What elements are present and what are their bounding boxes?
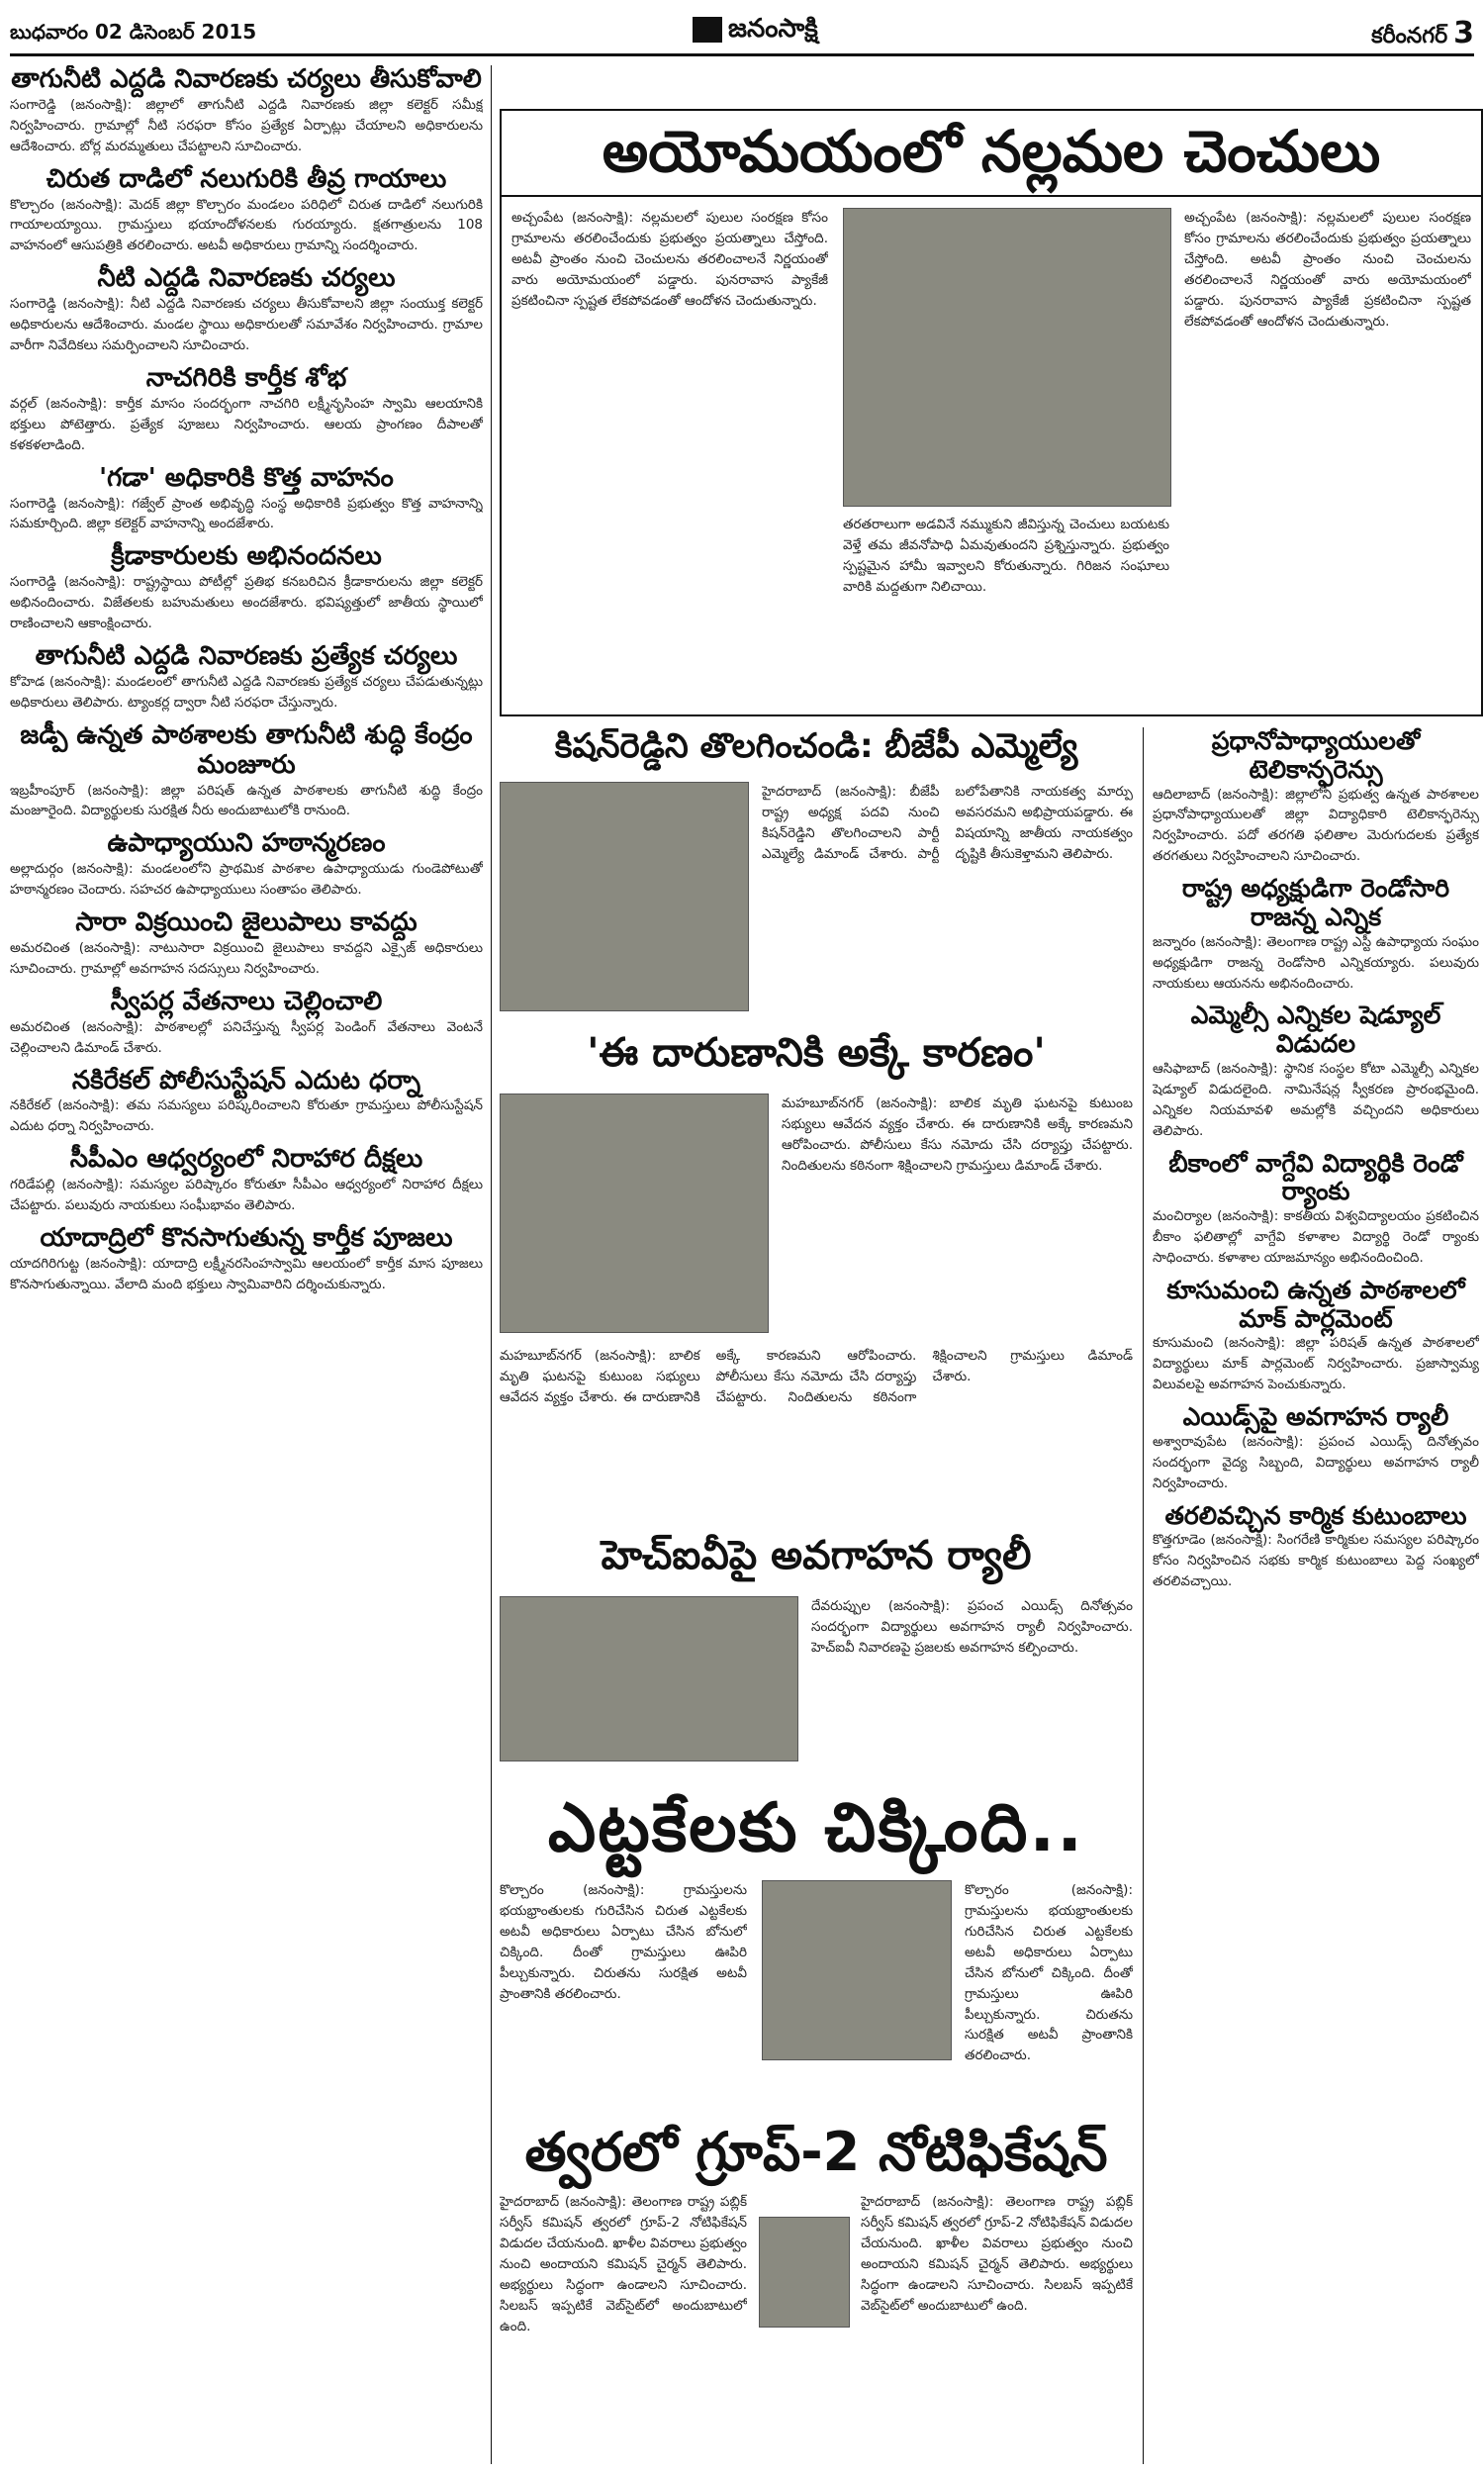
right-brief-body: మంచిర్యాల (జనంసాక్షి): కాకతీయ విశ్వవిద్యాలయం ప్రకటించిన బీకాం ఫలితాల్లో వాగ్దేవి కళాశాల విద్యార్థి రెండో ర్యాంకు సాధించారు. కళాశాల యాజమాన్యం అభినందించింది. (1153, 1208, 1479, 1266)
right-brief-headline: కూసుమంచి ఉన్నత పాఠశాలలో మాక్ పార్లమెంట్ (1166, 1275, 1465, 1333)
right-brief-body: ఆసిఫాబాద్ (జనంసాక్షి): స్థానిక సంస్థల కోటా ఎమ్మెల్సీ ఎన్నికల షెడ్యూల్ విడుదలైంది. నామినేషన్ల స్వీకరణ ప్రారంభమైంది. ఎన్నికల నియమావళి అమల్లోకి వచ్చిందని అధికారులు తెలిపారు. (1153, 1060, 1479, 1139)
right-brief-item (1153, 727, 1479, 867)
right-column (1153, 727, 1479, 2469)
left-brief-body: ఇబ్రహీంపూర్ (జనంసాక్షి): జిల్లా పరిషత్ ఉన్నత పాఠశాలకు తాగునీటి శుద్ధి కేంద్రం మంజూరైంది. విద్యార్థులకు సురక్షిత నీరు అందుబాటులోకి రానుంది. (10, 782, 483, 819)
left-brief-headline: నాచగిరికి కార్తీక శోభ (145, 362, 347, 393)
left-brief-body: అమరచింత (జనంసాక్షి): పాఠశాలల్లో పనిచేస్తున్న స్వీపర్ల పెండింగ్ వేతనాలు వెంటనే చెల్లించాలని డిమాండ్ చేశారు. (10, 1018, 483, 1056)
leopard-photo (762, 1880, 952, 2060)
story-hiv (500, 1529, 1133, 1771)
left-brief-headline: నకిరేకల్ పోలీసుస్టేషన్ ఎదుట ధర్నా (71, 1065, 421, 1095)
left-brief-item (10, 464, 483, 535)
story-akka (500, 1024, 1133, 1519)
left-brief-body: కోహెడ (జనంసాక్షి): మండలంలో తాగునీటి ఎద్దడి నివారణకు ప్రత్యేక చర్యలు చేపడుతున్నట్లు అధికారులు తెలిపారు. ట్యాంకర్ల ద్వారా నీటి సరఫరా చేస్తున్నారు. (10, 673, 483, 711)
lead-body-2: తరతరాలుగా అడవినే నమ్ముకుని జీవిస్తున్న చెంచులు బయటకు వెళ్తే తమ జీవనోపాధి ఏమవుతుందని ప్రశ్నిస్తున్నారు. ప్రభుత్వం స్పష్టమైన హామీ ఇవ్వాలని కోరుతున్నారు. గిరిజన సంఘాలు వారికి మద్దతుగా నిలిచాయి. (843, 517, 1169, 595)
story-group2-headline: త్వరలో గ్రూప్-2 నోటిఫికేషన్ (524, 2121, 1108, 2183)
logo-mark-icon (693, 17, 722, 43)
story-leopard-headline: ఎట్టకేలకు చిక్కింది.. (547, 1789, 1085, 1867)
left-brief-body: సంగారెడ్డి (జనంసాక్షి): జిల్లాలో తాగునీటి ఎద్దడి నివారణకు జిల్లా కలెక్టర్ సమీక్ష నిర్వహించారు. గ్రామాల్లో నీటి సరఫరా కోసం ప్రత్యేక ఏర్పాట్లు చేయాలని అధికారులను ఆదేశించారు. బోర్ల మరమ్మతులు చేపట్టాలని సూచించారు. (10, 96, 483, 154)
left-brief-headline: నీటి ఎద్దడి నివారణకు చర్యలు (97, 263, 396, 294)
right-brief-body: కొత్తగూడెం (జనంసాక్షి): సింగరేణి కార్మికుల సమస్యల పరిష్కారం కోసం నిర్వహించిన సభకు కార్మిక కుటుంబాలు పెద్ద సంఖ్యలో తరలివచ్చాయి. (1153, 1532, 1479, 1590)
left-brief-body: కొల్చారం (జనంసాక్షి): మెదక్ జిల్లా కొల్చారం మండలం పరిధిలో చిరుత దాడిలో నలుగురికి గాయాలయ్యాయి. గ్రామస్తులు భయాందోళనలకు గురయ్యారు. క్షతగాత్రులను 108 వాహనంలో ఆసుపత్రికి తరలించారు. అటవీ అధికారులు గ్రామాన్ని సందర్శించారు. (10, 196, 483, 254)
left-brief-item (10, 642, 483, 714)
left-brief-body: సంగారెడ్డి (జనంసాక్షి): రాష్ట్రస్థాయి పోటీల్లో ప్రతిభ కనబరిచిన క్రీడాకారులను జిల్లా కలెక్టర్ అభినందించారు. విజేతలకు బహుమతులు అందజేశారు. భవిష్యత్తులో జాతీయ స్థాయిలో రాణించాలని ఆకాంక్షించారు. (10, 574, 483, 632)
masthead (10, 8, 1474, 56)
left-brief-item (10, 1224, 483, 1295)
left-brief-item (10, 1067, 483, 1138)
left-brief-headline: స్వీపర్ల వేతనాలు చెల్లించాలి (110, 986, 383, 1016)
story-kishan-headline: కిషన్‌రెడ్డిని తొలగించండి: బీజేపీ ఎమ్మెల్యే (554, 727, 1078, 766)
left-brief-item (10, 364, 483, 456)
left-brief-body: సంగారెడ్డి (జనంసాక్షి): గజ్వేల్ ప్రాంత అభివృద్ధి సంస్థ అధికారికి ప్రభుత్వం కొత్త వాహనాన్ని సమకూర్చింది. జిల్లా కలెక్టర్ వాహనాన్ని అందజేశారు. (10, 495, 483, 532)
left-column (10, 65, 483, 2470)
left-brief-item (10, 542, 483, 634)
left-brief-headline: తాగునీటి ఎద్దడి నివారణకు ప్రత్యేక చర్యలు (35, 641, 458, 672)
right-brief-body: అశ్వారావుపేట (జనంసాక్షి): ప్రపంచ ఎయిడ్స్ దినోత్సవం సందర్భంగా వైద్య సిబ్బంది, విద్యార్థులు అవగాహన ర్యాలీ నిర్వహించారు. (1153, 1433, 1479, 1491)
left-brief-body: సంగారెడ్డి (జనంసాక్షి): నీటి ఎద్దడి నివారణకు చర్యలు తీసుకోవాలని జిల్లా సంయుక్త కలెక్టర్ అధికారులను ఆదేశించారు. మండల స్థాయి అధికారులతో సమావేశం నిర్వహించారు. గ్రామాల వారీగా నివేదికలు సమర్పించాలని సూచించారు. (10, 296, 483, 354)
lead-body-1: అచ్చంపేట (జనంసాక్షి): నల్లమలలో పులుల సంరక్షణ కోసం గ్రామాలను తరలించేందుకు ప్రభుత్వం ప్రయత్నాలు చేస్తోంది. అటవీ ప్రాంతం నుంచి చెంచులను తరలించాలనే నిర్ణయంతో వారు అయోమయంలో పడ్డారు. పునరావాస ప్యాకేజీ ప్రకటించినా స్పష్టత లేకపోవడంతో ఆందోళన చెందుతున్నారు. (511, 210, 828, 309)
story-group2-body: హైదరాబాద్ (జనంసాక్షి): తెలంగాణ రాష్ట్ర పబ్లిక్ సర్వీస్ కమిషన్ త్వరలో గ్రూప్-2 నోటిఫికేషన్ విడుదల చేయనుంది. ఖాళీల వివరాలు ప్రభుత్వం నుంచి అందాయని కమిషన్ చైర్మన్ తెలిపారు. అభ్యర్థులు సిద్ధంగా ఉండాలని సూచించారు. సిలబస్ ఇప్పటికే వెబ్‌సైట్‌లో అందుబాటులో ఉంది. (500, 2194, 747, 2334)
left-brief-body: నకిరేకల్ (జనంసాక్షి): తమ సమస్యలు పరిష్కరించాలని కోరుతూ గ్రామస్తులు పోలీసుస్టేషన్ ఎదుట ధర్నా నిర్వహించారు. (10, 1097, 483, 1135)
right-brief-item (1153, 1150, 1479, 1269)
right-brief-headline: బీకాంలో వాగ్దేవి విద్యార్థికి రెండో ర్యాంకు (1168, 1148, 1463, 1206)
left-brief-item (10, 65, 483, 157)
story-leopard-body: కొల్చారం (జనంసాక్షి): గ్రామస్తులను భయభ్రాంతులకు గురిచేసిన చిరుత ఎట్టకేలకు అటవీ అధికారులు ఏర్పాటు చేసిన బోనులో చిక్కింది. దీంతో గ్రామస్తులు ఊపిరి పీల్చుకున్నారు. చిరుతను సురక్షిత అటవీ ప్రాంతానికి తరలించారు. (500, 1882, 747, 2002)
lead-story (500, 109, 1483, 716)
page-number: 3 (1453, 16, 1474, 50)
right-brief-headline: తరలివచ్చిన కార్మిక కుటుంబాలు (1164, 1500, 1467, 1530)
left-brief-item (10, 908, 483, 980)
hiv-rally-photo (500, 1596, 798, 1761)
story-group2 (500, 2118, 1133, 2469)
lead-headline: అయోమయంలో నల్లమల చెంచులు (502, 111, 1481, 197)
left-brief-headline: యాదాద్రిలో కొనసాగుతున్న కార్తీక పూజలు (40, 1223, 453, 1254)
left-brief-headline: జడ్పీ ఉన్నత పాఠశాలకు తాగునీటి శుద్ధి కేంద్రం మంజూరు (20, 719, 473, 780)
story-group2-body-cont: హైదరాబాద్ (జనంసాక్షి): తెలంగాణ రాష్ట్ర పబ్లిక్ సర్వీస్ కమిషన్ త్వరలో గ్రూప్-2 నోటిఫికేషన్ విడుదల చేయనుంది. ఖాళీల వివరాలు ప్రభుత్వం నుంచి అందాయని కమిషన్ చైర్మన్ తెలిపారు. అభ్యర్థులు సిద్ధంగా ఉండాలని సూచించారు. సిలబస్ ఇప్పటికే వెబ్‌సైట్‌లో అందుబాటులో ఉంది. (861, 2194, 1133, 2314)
story-hiv-headline: హెచ్ఐవీపై అవగాహన ర్యాలీ (601, 1533, 1032, 1578)
story-kishan-body: హైదరాబాద్ (జనంసాక్షి): బీజేపీ రాష్ట్ర అధ్యక్ష పదవి నుంచి కిషన్‌రెడ్డిని తొలగించాలని పార్టీ ఎమ్మెల్యే డిమాండ్ చేశారు. పార్టీ బలోపేతానికి నాయకత్వ మార్పు అవసరమని అభిప్రాయపడ్డారు. ఈ విషయాన్ని జాతీయ నాయకత్వం దృష్టికి తీసుకెళ్తామని తెలిపారు. (762, 784, 1133, 862)
story-akka-body: మహబూబ్‌నగర్ (జనంసాక్షి): బాలిక మృతి ఘటనపై కుటుంబ సభ్యులు ఆవేదన వ్యక్తం చేశారు. ఈ దారుణానికి అక్కే కారణమని ఆరోపించారు. పోలీసులు కేసు నమోదు చేసి దర్యాప్తు చేపట్టారు. నిందితులను కఠినంగా శిక్షించాలని గ్రామస్తులు డిమాండ్ చేశారు. (782, 1095, 1133, 1174)
story-akka-headline: 'ఈ దారుణానికి అక్కే కారణం' (587, 1030, 1046, 1076)
story-leopard-body-cont: కొల్చారం (జనంసాక్షి): గ్రామస్తులను భయభ్రాంతులకు గురిచేసిన చిరుత ఎట్టకేలకు అటవీ అధికారులు ఏర్పాటు చేసిన బోనులో చిక్కింది. దీంతో గ్రామస్తులు ఊపిరి పీల్చుకున్నారు. చిరుతను సురక్షిత అటవీ ప్రాంతానికి తరలించారు. (965, 1882, 1133, 2064)
paper-logo (693, 14, 818, 49)
left-brief-headline: తాగునీటి ఎద్దడి నివారణకు చర్యలు తీసుకోవాలి (11, 65, 482, 94)
left-brief-item (10, 829, 483, 901)
victim-family-photo (500, 1094, 769, 1333)
column-divider (1143, 727, 1144, 2464)
left-brief-item (10, 721, 483, 822)
story-hiv-body: దేవరుప్పుల (జనంసాక్షి): ప్రపంచ ఎయిడ్స్ దినోత్సవం సందర్భంగా విద్యార్థులు అవగాహన ర్యాలీ నిర్వహించారు. హెచ్ఐవీ నివారణపై ప్రజలకు అవగాహన కల్పించారు. (811, 1598, 1133, 1656)
right-brief-body: జన్నారం (జనంసాక్షి): తెలంగాణ రాష్ట్ర ఎస్టీ ఉపాధ్యాయ సంఘం అధ్యక్షుడిగా రాజన్న రెండోసారి ఎన్నికయ్యారు. పలువురు నాయకులు ఆయనను అభినందించారు. (1153, 933, 1479, 992)
left-brief-item (10, 165, 483, 257)
issue-date: బుధవారం 02 డిసెంబర్ 2015 (10, 20, 257, 44)
left-brief-body: అల్లాదుర్గం (జనంసాక్షి): మండలంలోని ప్రాథమిక పాఠశాల ఉపాధ్యాయుడు గుండెపోటుతో హఠాన్మరణం చెందారు. సహచర ఉపాధ్యాయులు సంతాపం తెలిపారు. (10, 861, 483, 899)
lead-body-3: అచ్చంపేట (జనంసాక్షి): నల్లమలలో పులుల సంరక్షణ కోసం గ్రామాలను తరలించేందుకు ప్రభుత్వం ప్రయత్నాలు చేస్తోంది. అటవీ ప్రాంతం నుంచి చెంచులను తరలించాలనే నిర్ణయంతో వారు అయోమయంలో పడ్డారు. పునరావాస ప్యాకేజీ ప్రకటించినా స్పష్టత లేకపోవడంతో ఆందోళన చెందుతున్నారు. (1184, 210, 1471, 330)
left-brief-headline: చిరుత దాడిలో నలుగురికి తీవ్ర గాయాలు (46, 163, 447, 194)
right-brief-item (1153, 1001, 1479, 1141)
left-brief-headline: ఉపాధ్యాయుని హఠాన్మరణం (107, 828, 386, 859)
left-brief-body: యాదగిరిగుట్ట (జనంసాక్షి): యాదాద్రి లక్ష్మీనరసింహస్వామి ఆలయంలో కార్తీక మాస పూజలు కొనసాగుతున్నాయి. వేలాది మంది భక్తులు స్వామివారిని దర్శించుకున్నారు. (10, 1255, 483, 1292)
left-brief-body: అమరచింత (జనంసాక్షి): నాటుసారా విక్రయించి జైలుపాలు కావద్దని ఎక్సైజ్ అధికారులు సూచించారు. గ్రామాల్లో అవగాహన సదస్సులు నిర్వహించారు. (10, 940, 483, 977)
column-divider (491, 65, 492, 2464)
right-brief-headline: ఎయిడ్స్‌పై అవగాహన ర్యాలీ (1182, 1402, 1449, 1432)
left-brief-headline: సీపీఎం ఆధ్వర్యంలో నిరాహార దీక్షలు (69, 1144, 423, 1175)
right-brief-body: కూసుమంచి (జనంసాక్షి): జిల్లా పరిషత్ ఉన్నత పాఠశాలలో విద్యార్థులు మాక్ పార్లమెంట్ నిర్వహించారు. ప్రజాస్వామ్య విలువలపై అవగాహన పెంచుకున్నారు. (1153, 1335, 1479, 1393)
left-brief-body: గరిడేపల్లి (జనంసాక్షి): సమస్యల పరిష్కారం కోరుతూ సీపీఎం ఆధ్వర్యంలో నిరాహార దీక్షలు చేపట్టారు. పలువురు నాయకులు సంఘీభావం తెలిపారు. (10, 1177, 483, 1214)
right-brief-item (1153, 1403, 1479, 1494)
edition-label (1371, 16, 1474, 53)
right-brief-headline: ప్రధానోపాధ్యాయులతో టెలికాన్ఫరెన్సు (1211, 727, 1421, 784)
left-brief-headline: సారా విక్రయించి జైలుపాలు కావద్దు (75, 907, 417, 938)
right-brief-item (1153, 1277, 1479, 1395)
story-akka-body-cont: మహబూబ్‌నగర్ (జనంసాక్షి): బాలిక మృతి ఘటనపై కుటుంబ సభ్యులు ఆవేదన వ్యక్తం చేశారు. ఈ దారుణానికి అక్కే కారణమని ఆరోపించారు. పోలీసులు కేసు నమోదు చేసి దర్యాప్తు చేపట్టారు. నిందితులను కఠినంగా శిక్షించాలని గ్రామస్తులు డిమాండ్ చేశారు. (500, 1348, 1133, 1405)
mla-photo (500, 782, 749, 1011)
right-brief-body: ఆదిలాబాద్ (జనంసాక్షి): జిల్లాలోని ప్రభుత్వ ఉన్నత పాఠశాలల ప్రధానోపాధ్యాయులతో జిల్లా విద్యాధికారి టెలికాన్ఫరెన్సు నిర్వహించారు. పదో తరగతి ఫలితాల మెరుగుదలకు ప్రత్యేక తరగతులు నిర్వహించాలని సూచించారు. (1153, 786, 1479, 865)
story-kishan (500, 727, 1133, 1014)
left-brief-item (10, 264, 483, 356)
story-leopard (500, 1781, 1133, 2108)
left-brief-headline: క్రీడాకారులకు అభినందనలు (111, 541, 382, 572)
left-brief-body: వర్గల్ (జనంసాక్షి): కార్తీక మాసం సందర్భంగా నాచగిరి లక్ష్మీనృసింహ స్వామి ఆలయానికి భక్తులు పోటెత్తారు. ప్రత్యేక పూజలు నిర్వహించారు. ఆలయ ప్రాంగణం దీపాలతో కళకళలాడింది. (10, 395, 483, 453)
left-brief-headline: 'గడా' అధికారికి కొత్త వాహనం (99, 462, 394, 493)
right-brief-headline: ఎమ్మెల్సీ ఎన్నికల షెడ్యూల్ విడుదల (1190, 1000, 1441, 1059)
commission-chairman-photo (759, 2217, 850, 2328)
right-brief-item (1153, 1502, 1479, 1593)
right-brief-item (1153, 875, 1479, 994)
left-brief-item (10, 1145, 483, 1216)
left-brief-item (10, 988, 483, 1059)
edition-name: కరీంనగర్ (1371, 24, 1448, 48)
paper-name: జనంసాక్షి (728, 14, 818, 44)
chenchu-photo (843, 208, 1171, 507)
right-brief-headline: రాష్ట్ర అధ్యక్షుడిగా రెండోసారి రాజన్న ఎన్నిక (1181, 874, 1450, 931)
